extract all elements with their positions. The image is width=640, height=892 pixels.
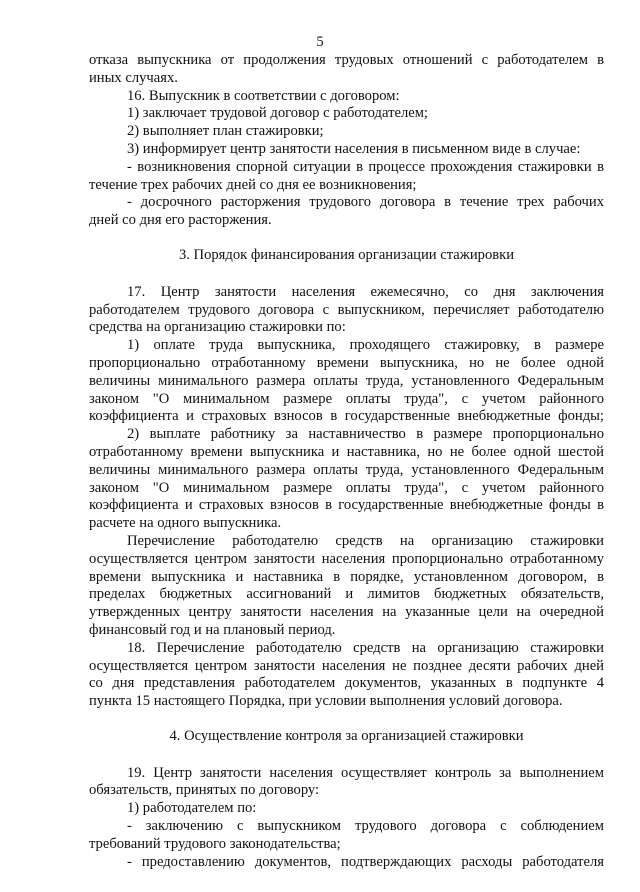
text-line: - возникновения спорной ситуации в процессе прохождения стажировки в <box>127 158 604 175</box>
text-line: - предоставлению документов, подтверждающих расходы работодателя <box>127 853 604 870</box>
text-line: осуществляется центром занятости населения пропорционально отработанному <box>89 550 604 567</box>
text-line: иных случаях. <box>89 69 178 86</box>
text-line: пределах бюджетных ассигнований и лимитов бюджетных обязательств, <box>89 586 604 603</box>
text-line: отказа выпускника от продолжения трудовых отношений с работодателем в <box>89 52 604 68</box>
text-line: финансовый год и на плановый период. <box>89 621 336 638</box>
text-line: со дня представления работодателем документов, указанных в подпункте 4 <box>89 675 604 692</box>
text-line: средства на организацию стажировки по: <box>89 319 346 336</box>
text-line: течение трех рабочих дней со дня ее возникновения; <box>89 176 417 193</box>
text-line: 17. Центр занятости населения ежемесячно, со дня заключения <box>127 283 604 300</box>
text-line: 1) заключает трудовой договор с работодателем; <box>127 105 428 122</box>
section-heading-4: 4. Осуществление контроля за организацией стажировки <box>169 727 524 744</box>
text-line: 3) информирует центр занятости населения в письменном виде в случае: <box>127 140 581 157</box>
text-line: дней со дня его расторжения. <box>89 212 272 229</box>
document-body <box>89 52 604 871</box>
text-line: величины минимального размера оплаты труда, установленного Федеральным <box>89 461 604 478</box>
text-line: осуществляется центром занятости населения не позднее десяти рабочих дней <box>89 657 604 674</box>
text-line: 1) работодателем по: <box>127 800 257 817</box>
text-line: 16. Выпускник в соответствии с договором: <box>127 87 400 104</box>
text-line: расчете на одного выпускника. <box>89 515 282 532</box>
page-number: 5 <box>316 34 324 50</box>
text-line: законом "О минимальном размере оплаты труда", с учетом районного <box>89 390 604 407</box>
text-line: утвержденных центру занятости населения на указанные цели на очередной <box>89 604 604 621</box>
paragraph-gap <box>89 711 604 728</box>
paragraph-gap <box>89 746 604 765</box>
text-line: работодателем трудового договора с выпускником, перечисляет работодателю <box>89 301 604 318</box>
text-line: отработанному времени выпускника и наставника, но не более одной шестой <box>89 443 604 460</box>
text-line: - досрочного расторжения трудового договора в течение трех рабочих <box>127 194 604 211</box>
text-line: обязательств, принятых по договору: <box>89 782 320 799</box>
text-line: 1) оплате труда выпускника, проходящего стажировку, в размере <box>127 337 604 354</box>
text-line: законом "О минимальном размере оплаты труда", с учетом районного <box>89 479 604 496</box>
text-line: 19. Центр занятости населения осуществляет контроль за выполнением <box>127 764 604 781</box>
paragraph-gap <box>89 265 604 284</box>
section-heading-3: 3. Порядок финансирования организации стажировки <box>178 246 515 263</box>
text-line: времени выпускника и наставника в порядке, установленном договором, в <box>89 568 604 585</box>
text-line: пункта 15 настоящего Порядка, при условии выполнения условий договора. <box>89 693 563 710</box>
paragraph-gap <box>89 230 604 247</box>
text-line: коэффициента и страховых взносов в государственные внебюджетные фонды; <box>89 408 604 425</box>
text-line: 2) выполняет план стажировки; <box>127 123 324 140</box>
text-line: коэффициента и страховых взносов в государственные внебюджетные фонды в <box>89 497 604 514</box>
text-line: пропорционально отработанному времени выпускника, но не более одной <box>89 354 604 371</box>
text-line: - заключению с выпускником трудового договора с соблюдением <box>127 818 604 835</box>
text-line: Перечисление работодателю средств на организацию стажировки <box>127 532 604 549</box>
text-line: 18. Перечисление работодателю средств на организацию стажировки <box>127 639 604 656</box>
text-line: 2) выплате работнику за наставничество в размере пропорционально <box>127 426 604 443</box>
text-line: величины минимального размера оплаты труда, установленного Федеральным <box>89 372 604 389</box>
text-line: требований трудового законодательства; <box>89 835 341 852</box>
